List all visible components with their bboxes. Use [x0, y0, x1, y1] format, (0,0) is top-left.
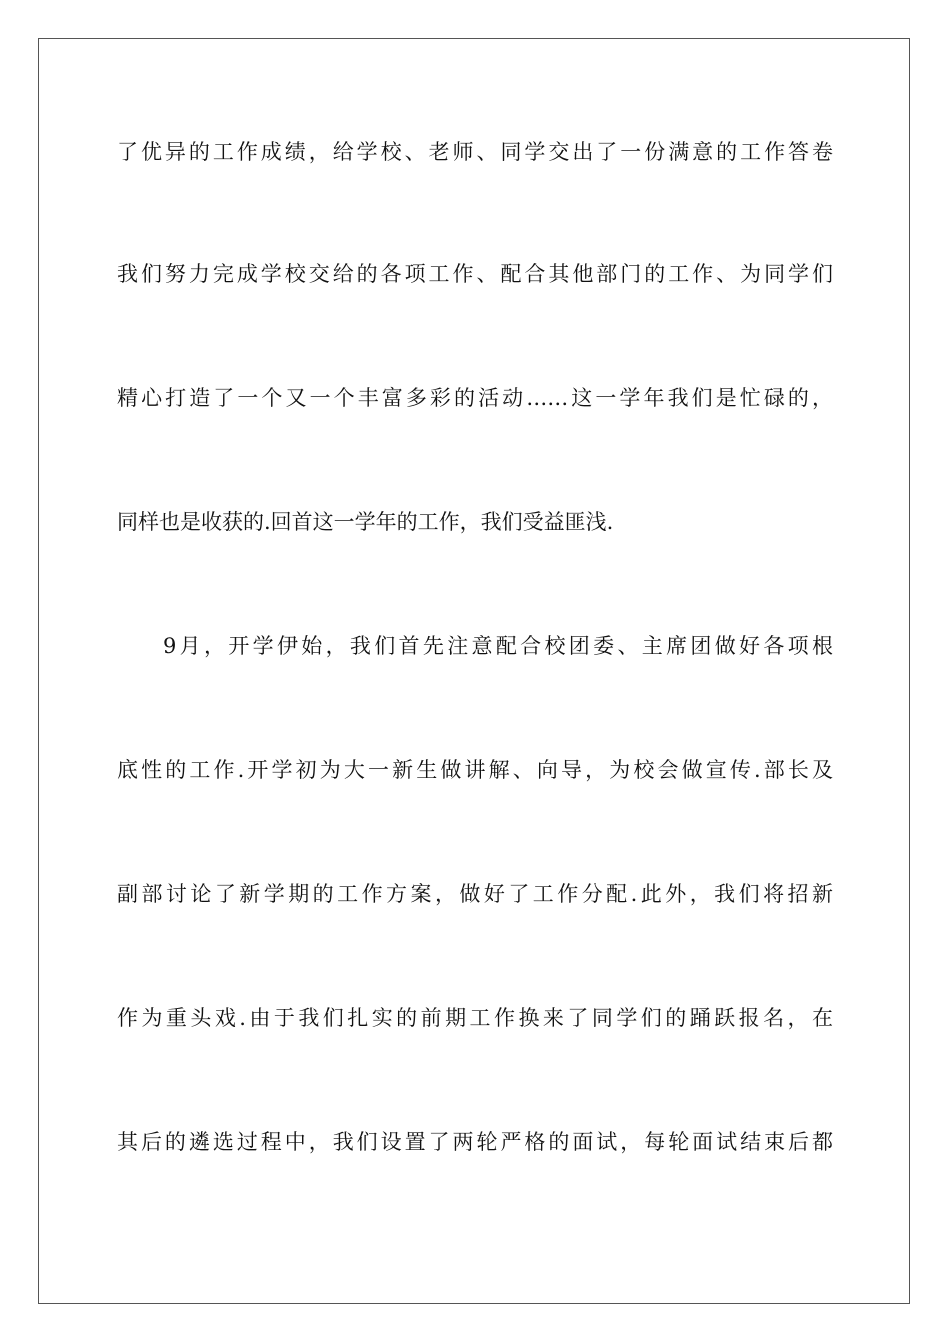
- paragraph-line-4: 同样也是收获的.回首这一学年的工作，我们受益匪浅.: [117, 510, 614, 534]
- paragraph-line-8: 作为重头戏.由于我们扎实的前期工作换来了同学们的踊跃报名，在: [117, 1006, 833, 1030]
- paragraph-line-6: 底性的工作.开学初为大一新生做讲解、向导，为校会做宣传.部长及: [117, 758, 833, 782]
- paragraph-line-9: 其后的遴选过程中，我们设置了两轮严格的面试，每轮面试结束后都: [117, 1130, 833, 1154]
- paragraph-line-3: 精心打造了一个又一个丰富多彩的活动……这一学年我们是忙碌的，: [117, 386, 833, 410]
- paragraph-line-1: 了优异的工作成绩，给学校、老师、同学交出了一份满意的工作答卷: [117, 140, 833, 164]
- paragraph-line-7: 副部讨论了新学期的工作方案，做好了工作分配.此外，我们将招新: [117, 882, 833, 906]
- page-frame: [38, 38, 910, 1304]
- paragraph-line-5: 9月，开学伊始，我们首先注意配合校团委、主席团做好各项根: [163, 634, 833, 658]
- paragraph-line-2: 我们努力完成学校交给的各项工作、配合其他部门的工作、为同学们: [117, 262, 833, 286]
